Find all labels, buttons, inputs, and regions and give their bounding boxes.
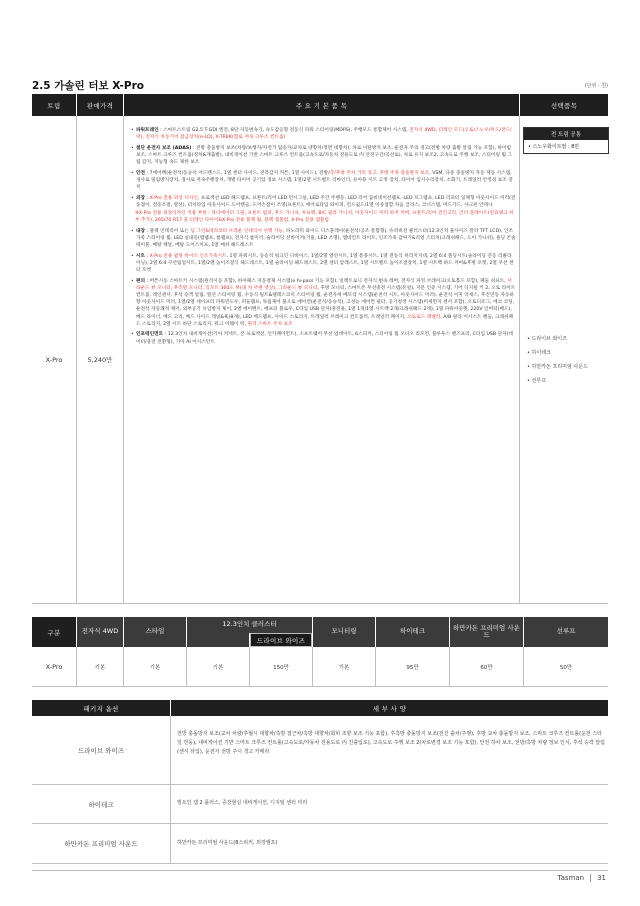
page-footer	[557, 874, 606, 882]
pkg-detail-harman: 하만카돈 프리미엄 사운드(8스피커, 외장앰프)	[177, 840, 278, 846]
feature-item: • 편의 : 버튼시동 스마트키 시스템(원격시동 포함), 하이패스 자동결제 시스템(e hi-pass 기능 포함), 일렉트로닉 전자식 변속 레버, 전자식 파킹 브레이크(오토홀드 포함), 패들 쉬프트, 서라운드 뷰 모니터, 후측방 모니터, 리모트 360도 뷰(내 차 주변 영상), 그라운드 뷰 모니터, 후방 모니터, 스마트폰 무선충전 시스템(듀얼), 지문 인증 시스템, 기어 디지털 키 2, 오토 라이트 컨트롤, 레인센서, 후석 승객 알림, 열선 스티어링 휠, 수동식 틸트&텔레스코픽 스티어링 휠, 운전자세 메모리 시스템(운전석 시트, 아웃사이드 미러), 운전석 이지 억세스, 후진연동 자동하향 아웃사이드 미러, 1열/2열 세이프티 파워윈도우, 퍼들램프, 독립제어 풀오토 에어컨(운전석/동승석), 고성능 에어컨 필터, 공기청정 시스템(미세먼지 센서 포함), 오토디포그, 에코 코팅, 운전석 자동쾌적 제어, 외부공기 유입방지 제어, 2열 에어벤트, 애프터 블로우, C타입 USB 단자(충전용, 1열 1개/1열 시트백 2개/크래쉬패드 2개), 1열 파워아웃렛, 220V 인버터(베드), 베드 라이너, 베드 고리, 베드 사이드 레일&훅(8개), LED 베드램프, 사이드 스토리지, 트레일러 브레이크 컨트롤러, 트레일러 페이지, 오토로드 레벨러, A/B 필라 어시스트 핸들, 크래쉬패드 스토리지, 2열 시트 하단 스토리지, 워크 어웨이 락, 원격 스마트 주차 보조	[131, 278, 516, 327]
header-price: 판매가격	[77, 94, 123, 116]
opt-row-value: 기본	[149, 664, 161, 671]
feature-item: • 첨단 운전자 보조 (ADAS) : 전방 충돌방지 보조(차량/보행자/자전거 탑승자/교차로 대향차/정면 대향차), 차로 이탈방지 보조, 운전자 주의 경고(전방 차량 출발 알림 기능 포함), 하이빔 보조, 스마트 크루즈 컨트롤(정차&재출발), 내비게이션 기반 스마트 크루즈 컨트롤(고속도로/자동차 전용도로 内 안전구간/곡선로), 차로 유지 보조2, 고속도로 주행 보조, 스티어링 휠 그립 감지, 지능형 속도 제한 보조	[131, 145, 513, 166]
opt-row-value: 150만	[273, 664, 289, 671]
exterior-note: ※X-Pro 전용 외장디자인 적용 부위 : 라디에이터 그릴, 프론트 범퍼, 후드 가니쉬, 루프랙, B/C 필라 가니쉬, 아웃사이드 미러 하저 커버, 프론트/리어 견인고리, 언더 플레이트(연료탱크 하부 추가), 265/70 R17 올 터레인 타이어&X-Pro 전용 블랙 휠, 블랙 엠블럼, X-Pro 전용 엠블럼	[135, 210, 514, 223]
price-cell: 5,240만	[87, 356, 113, 364]
common-option-item: • 스노우화이트펄 : 8만	[528, 144, 580, 150]
option-list	[527, 332, 588, 388]
page-number: 31	[597, 874, 606, 882]
opt-row-value: 기본	[94, 664, 106, 671]
opt-header-style: 스타일	[124, 617, 186, 647]
feature-item: • 외장 : X-Pro 전용 외장 디자인, 프로젝션 LED 헤드램프, 프론트/리어 LED 턴시그널, LED 주간 주행등, LED 리어 콤비네이션램프, LED 포그램프, LED 리피터 일체형 아웃사이드 미러(전동접이, 전동조절, 열선), 터치타입 아웃사이드 도어핸들, 도어손잡이 조명(프론트), 에어로타입 와이퍼, 윈드쉴드/1열 이중접합 차음 글라스, 코너스텝, 머드가드, 샤크핀 안테나	[131, 195, 516, 208]
option-item: • 드라이브 와이즈	[527, 336, 567, 342]
trim-cell: X-Pro	[45, 355, 63, 364]
opt-row-value: 50만	[559, 664, 573, 671]
opt-header-hitech: 하이테크	[376, 617, 449, 647]
feature-item: • 안전 : 7에어백(운전석/동승석 어드밴스드, 1열 센터 사이드, 전복감지 커튼, 1열 사이드), 전방/측/후방 주차 거리 경고, 후방 주차 충돌방지 보조, VSM, 다중 충돌방지 자동 제동 시스템, 경사로 밀림방지장치, 경사로 저속주행장치, 개별 타이어 공기압 경보 시스템, 1열/2열 시트벨트 리마인더, 유아용 시트 고정 장치, 타이어 임시수리장치, 소화기, 트레일러 안정성 보조 장치	[131, 170, 513, 191]
option-item: • 선루프	[527, 378, 547, 384]
common-option-box	[523, 127, 609, 154]
unit-label: (단위 : 원)	[584, 83, 608, 89]
pkg-name-drivewise: 드라이브 와이즈	[77, 746, 125, 755]
common-option-title: 전 트림 공통	[524, 128, 608, 140]
pkg-detail-hitech: 빌트인 캠 2 플러스, 증강현실 내비게이션, 디지털 센터 미러	[177, 800, 308, 806]
section-title: 2.5 가솔린 터보 X-Pro	[32, 80, 144, 92]
header-trim: 트림	[32, 94, 76, 116]
feature-item: • 시트 : X-Pro 전용 퀼팅 바이오 인조가죽시트, 1열 파워시트, 동승석 워크인 디바이스, 1열/2열 열선시트, 1열 통풍시트, 1열 전동식 허리지지대, 2열 6:4 폴딩시트(슬라이딩 연동 리클라이닝), 2열 6:4 쿠션팁업시트, 1열/2열 높이조절식 헤드레스트, 1열 슬라이딩 헤드레스트, 2열 센터 암레스트, 1열 시트벨트 높이조절장치, 1열 시트백 하드 커버&후방 포켓, 2열 쿠션 센터 포켓	[131, 253, 514, 273]
opt-header-sunroof: 선루프	[524, 617, 608, 647]
opt-header-harman: 하만카돈 프리미엄 사운드	[450, 617, 523, 647]
option-item: • 하만카돈 프리미엄 사운드	[527, 364, 588, 370]
features-list	[131, 127, 516, 349]
opt-row-trim: X-Pro	[45, 662, 63, 671]
opt-row-value: 기본	[338, 664, 350, 671]
pkg-detail-drivewise: 전방 충돌방지 보조(교차 차량/추월시 대향차/측방 접근차/측방 대향차/회피 조향 보조 기능 포함), 후측방 충돌방지 보조(전진 출차/주행), 후방 교차 충돌방지 보조, 스마트 크루즈 컨트롤(운전 스타일 연동), 내비게이션 기반 스마트 크루즈 컨트롤(고속도로/자동차 전용도로 内 진출입로), 고속도로 주행 보조 2(차로변경 보조 기능 포함), 안전 하차 보조, 전방/측방 차량 정보 인식, 후석 승객 알림(센서 타입), 운전자 전방 주시 경고 카메라	[177, 731, 606, 755]
opt-header-drivewise: 드라이브 와이즈	[250, 633, 312, 647]
opt-header-monitoring: 모니터링	[313, 617, 375, 647]
option-item: • 하이테크	[527, 350, 551, 356]
feature-item: • 인포테인먼트 : 12.3인치 내비게이션(기아 커넥트, 폰 프로젝션, 인카페이먼트), 소프트웨어 무선 업데이트, 6스피커, 스티어링 휠 오디오 리모컨, 블루투스 핸즈프리, C타입 USB 단자(데이터/충전 전환형), 기아 AI 어시스턴트	[131, 332, 514, 345]
pkg-name-hitech: 하이테크	[88, 800, 114, 809]
feature-item: • 내장 : 블랙 인테리어 또는 딥 그린&테라코타 브라운 인테리어 선택 가능, 파노라믹 와이드 디스플레이(운전석/공조 통합형), 슈퍼비전 클러스터(12.3인치 풀사이즈 칼라 TFT LCD), 인조가죽 스티어링 휠, LED 실내등(맵램프, 룸램프), 전자식 룸미러, 슬라이딩 선바이저(거울, LED 조명), 앰비언트 라이트, 인조가죽 감싸기&리얼 스티치(크래쉬패드, 도어 가니쉬), 풀딩 콘솔 테이블, 메탈 페달, 메탈 도어스커프, 1열 메쉬 헤드레스트	[131, 228, 516, 248]
opt-header-cluster: 12.3인치 클러스터	[187, 617, 312, 633]
feature-item: • 파워트레인 : 스마트스트림 G2.5 T-GDI 엔진, 8단 자동변속기, 속도감응형 전동식 파워 스티어링(MDPS), 주행모드 통합제어 시스템, 전자식 4WD, 터레인 모드(오토/스노우/머드/샌드/락), 전자식 차동기어 잠금장치(e-LD), X-TREK(험로 저속 크루즈 컨트롤)	[131, 128, 512, 141]
footer-model: Tasman	[557, 874, 585, 882]
opt-row-value: 60만	[480, 664, 493, 671]
opt-header-category: 구분	[32, 617, 76, 647]
opt-row-value: 기본	[212, 664, 224, 671]
pkg-name-harman: 하만카돈 프리미엄 사운드	[64, 840, 138, 848]
opt-header-4wd: 전자식 4WD	[77, 617, 123, 647]
pkg-header-name: 패키지 옵션	[32, 700, 170, 716]
opt-row-value: 95만	[406, 664, 419, 671]
pkg-header-detail: 세 부 사 양	[171, 700, 608, 716]
header-options: 선택품목	[520, 94, 608, 116]
header-features: 주 요 기 본 품 목	[124, 94, 519, 116]
